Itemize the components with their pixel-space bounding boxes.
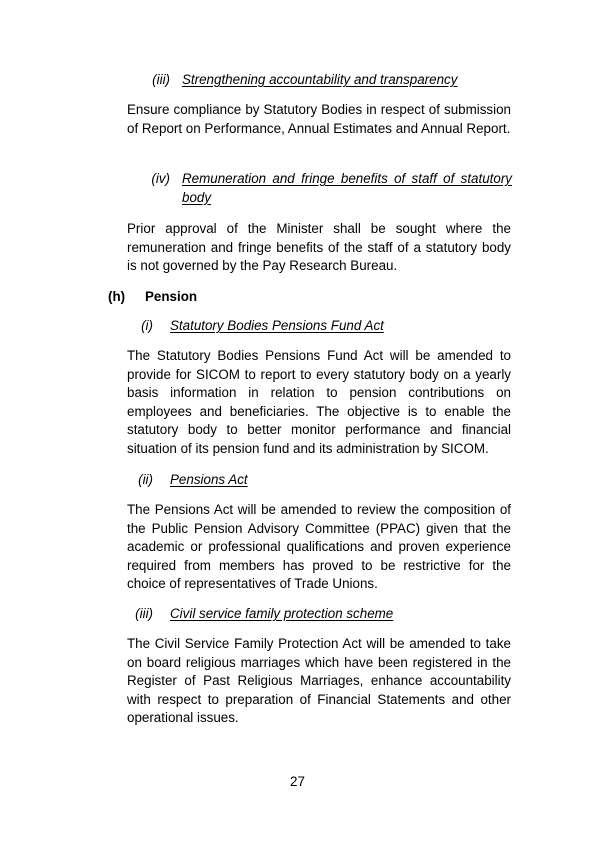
- subsection-title: Remuneration and fringe benefits of staff of statutory body: [182, 171, 512, 205]
- subsection-number: (i): [141, 318, 153, 333]
- subsection-heading: [0, 317, 595, 335]
- subsection-title: Pensions Act: [170, 472, 248, 487]
- subsection-number: (iii): [152, 72, 170, 87]
- subsection-number: (iv): [151, 171, 170, 186]
- body-paragraph: Prior approval of the Minister shall be sought where the remuneration and fringe benefits of the staff of a statutory body is not governed by the Pay Research Bureau.: [127, 221, 511, 273]
- page-number: 27: [290, 774, 305, 789]
- body-paragraph: Ensure compliance by Statutory Bodies in respect of submission of Report on Performance, Annual Estimates and Annual Report.: [127, 102, 511, 136]
- subsection-heading: [0, 605, 595, 623]
- subsection-title: Strengthening accountability and transparency: [182, 72, 458, 87]
- subsection-title: Civil service family protection scheme: [170, 606, 394, 621]
- body-paragraph: The Statutory Bodies Pensions Fund Act will be amended to provide for SICOM to report to every statutory body on a yearly basis information in relation to pension contributions on employees and beneficiaries. The objective is to enable the statutory body to better monitor performance and financial situation of its pension fund and its administration by SICOM.: [127, 348, 511, 456]
- body-paragraph: The Pensions Act will be amended to review the composition of the Public Pension Advisory Committee (PPAC) given that the academic or professional qualifications and proven experience required from members has proved to be restrictive for the choice of representatives of Trade Unions.: [127, 502, 511, 591]
- section-title: Pension: [145, 289, 198, 304]
- subsection-title: Statutory Bodies Pensions Fund Act: [170, 318, 384, 333]
- body-paragraph: The Civil Service Family Protection Act will be amended to take on board religious marriages which have been registered in the Register of Past Religious Marriages, enhance accountability with respect to preparation of Financial Statements and other operational issues.: [127, 636, 511, 725]
- subsection-heading: [0, 71, 595, 89]
- subsection-number: (ii): [138, 472, 153, 487]
- section-letter: (h): [108, 289, 126, 304]
- subsection-heading: [0, 471, 595, 489]
- subsection-heading: [0, 170, 595, 208]
- subsection-number: (iii): [135, 606, 153, 621]
